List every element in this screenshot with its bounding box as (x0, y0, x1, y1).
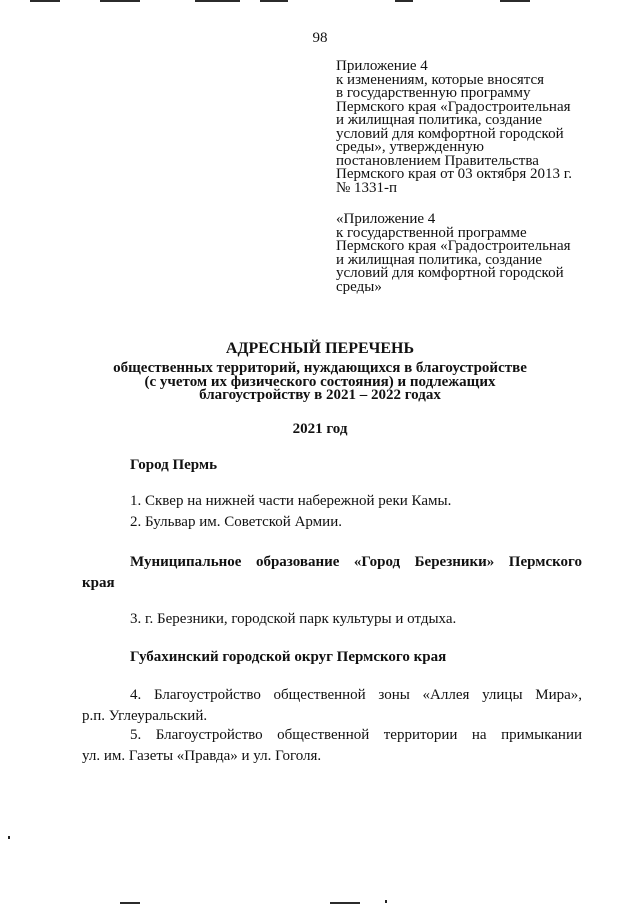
section-heading-perm: Город Пермь (130, 457, 218, 473)
appendix-line: условий для комфортной городской (336, 265, 564, 281)
list-item-continuation: р.п. Углеуральский. (82, 708, 208, 724)
appendix-line: и жилищная политика, создание (336, 112, 543, 128)
appendix-line: в государственную программу (336, 85, 531, 101)
appendix-line: Пермского края «Градостроительная (336, 238, 571, 254)
scan-artifact-dot (8, 836, 10, 839)
subtitle-line: благоустройству в 2021 – 2022 годах (199, 387, 441, 403)
scan-artifact-top (195, 0, 240, 2)
list-item: 5. Благоустройство общественной территории на примыкании (130, 727, 582, 743)
appendix-line: среды», утвержденную (336, 139, 484, 155)
list-item: 1. Сквер на нижней части набережной реки Камы. (130, 493, 452, 509)
appendix-amendment-block (336, 60, 596, 195)
section-heading-berezniki: Муниципальное образование «Город Березники» Пермского (130, 554, 582, 570)
scan-artifact-top (260, 0, 288, 2)
appendix-line: Пермского края от 03 октября 2013 г. (336, 166, 573, 182)
appendix-line: условий для комфортной городской (336, 125, 564, 142)
appendix-line: Приложение 4 (336, 58, 428, 74)
appendix-line: «Приложение 4 (336, 211, 436, 227)
appendix-line: и жилищная политика, создание (336, 251, 543, 268)
appendix-line: Пермского края «Градостроительная (336, 98, 571, 115)
scan-artifact-top (500, 0, 530, 2)
appendix-original-block (336, 213, 596, 294)
scan-artifact-dot (385, 900, 387, 903)
section-heading-berezniki-cont: края (82, 575, 115, 591)
document-subtitle (0, 362, 640, 403)
appendix-line: к изменениям, которые вносятся (336, 71, 545, 88)
appendix-line: постановлением Правительства (336, 152, 539, 169)
subtitle-line: (с учетом их физического состояния) и подлежащих (144, 373, 496, 390)
list-item: 4. Благоустройство общественной зоны «Аллея улицы Мира», (130, 687, 582, 703)
scan-artifact-top (395, 0, 413, 2)
appendix-line: к государственной программе (336, 224, 527, 241)
list-item-continuation: ул. им. Газеты «Правда» и ул. Гоголя. (82, 748, 322, 764)
page-number: 98 (312, 30, 328, 46)
year-heading: 2021 год (292, 421, 348, 437)
list-item: 2. Бульвар им. Советской Армии. (130, 514, 342, 530)
appendix-line: среды» (336, 278, 382, 295)
scan-artifact-bottom (330, 902, 360, 904)
scan-artifact-top (30, 0, 60, 2)
document-title: АДРЕСНЫЙ ПЕРЕЧЕНЬ (225, 340, 415, 357)
appendix-line: № 1331-п (336, 179, 398, 196)
list-item: 3. г. Березники, городской парк культуры и отдыха. (130, 611, 457, 627)
subtitle-line: общественных территорий, нуждающихся в благоустройстве (113, 360, 527, 376)
scan-artifact-bottom (120, 902, 140, 904)
scan-artifact-top (100, 0, 140, 2)
section-heading-gubakha: Губахинский городской округ Пермского края (130, 649, 447, 665)
